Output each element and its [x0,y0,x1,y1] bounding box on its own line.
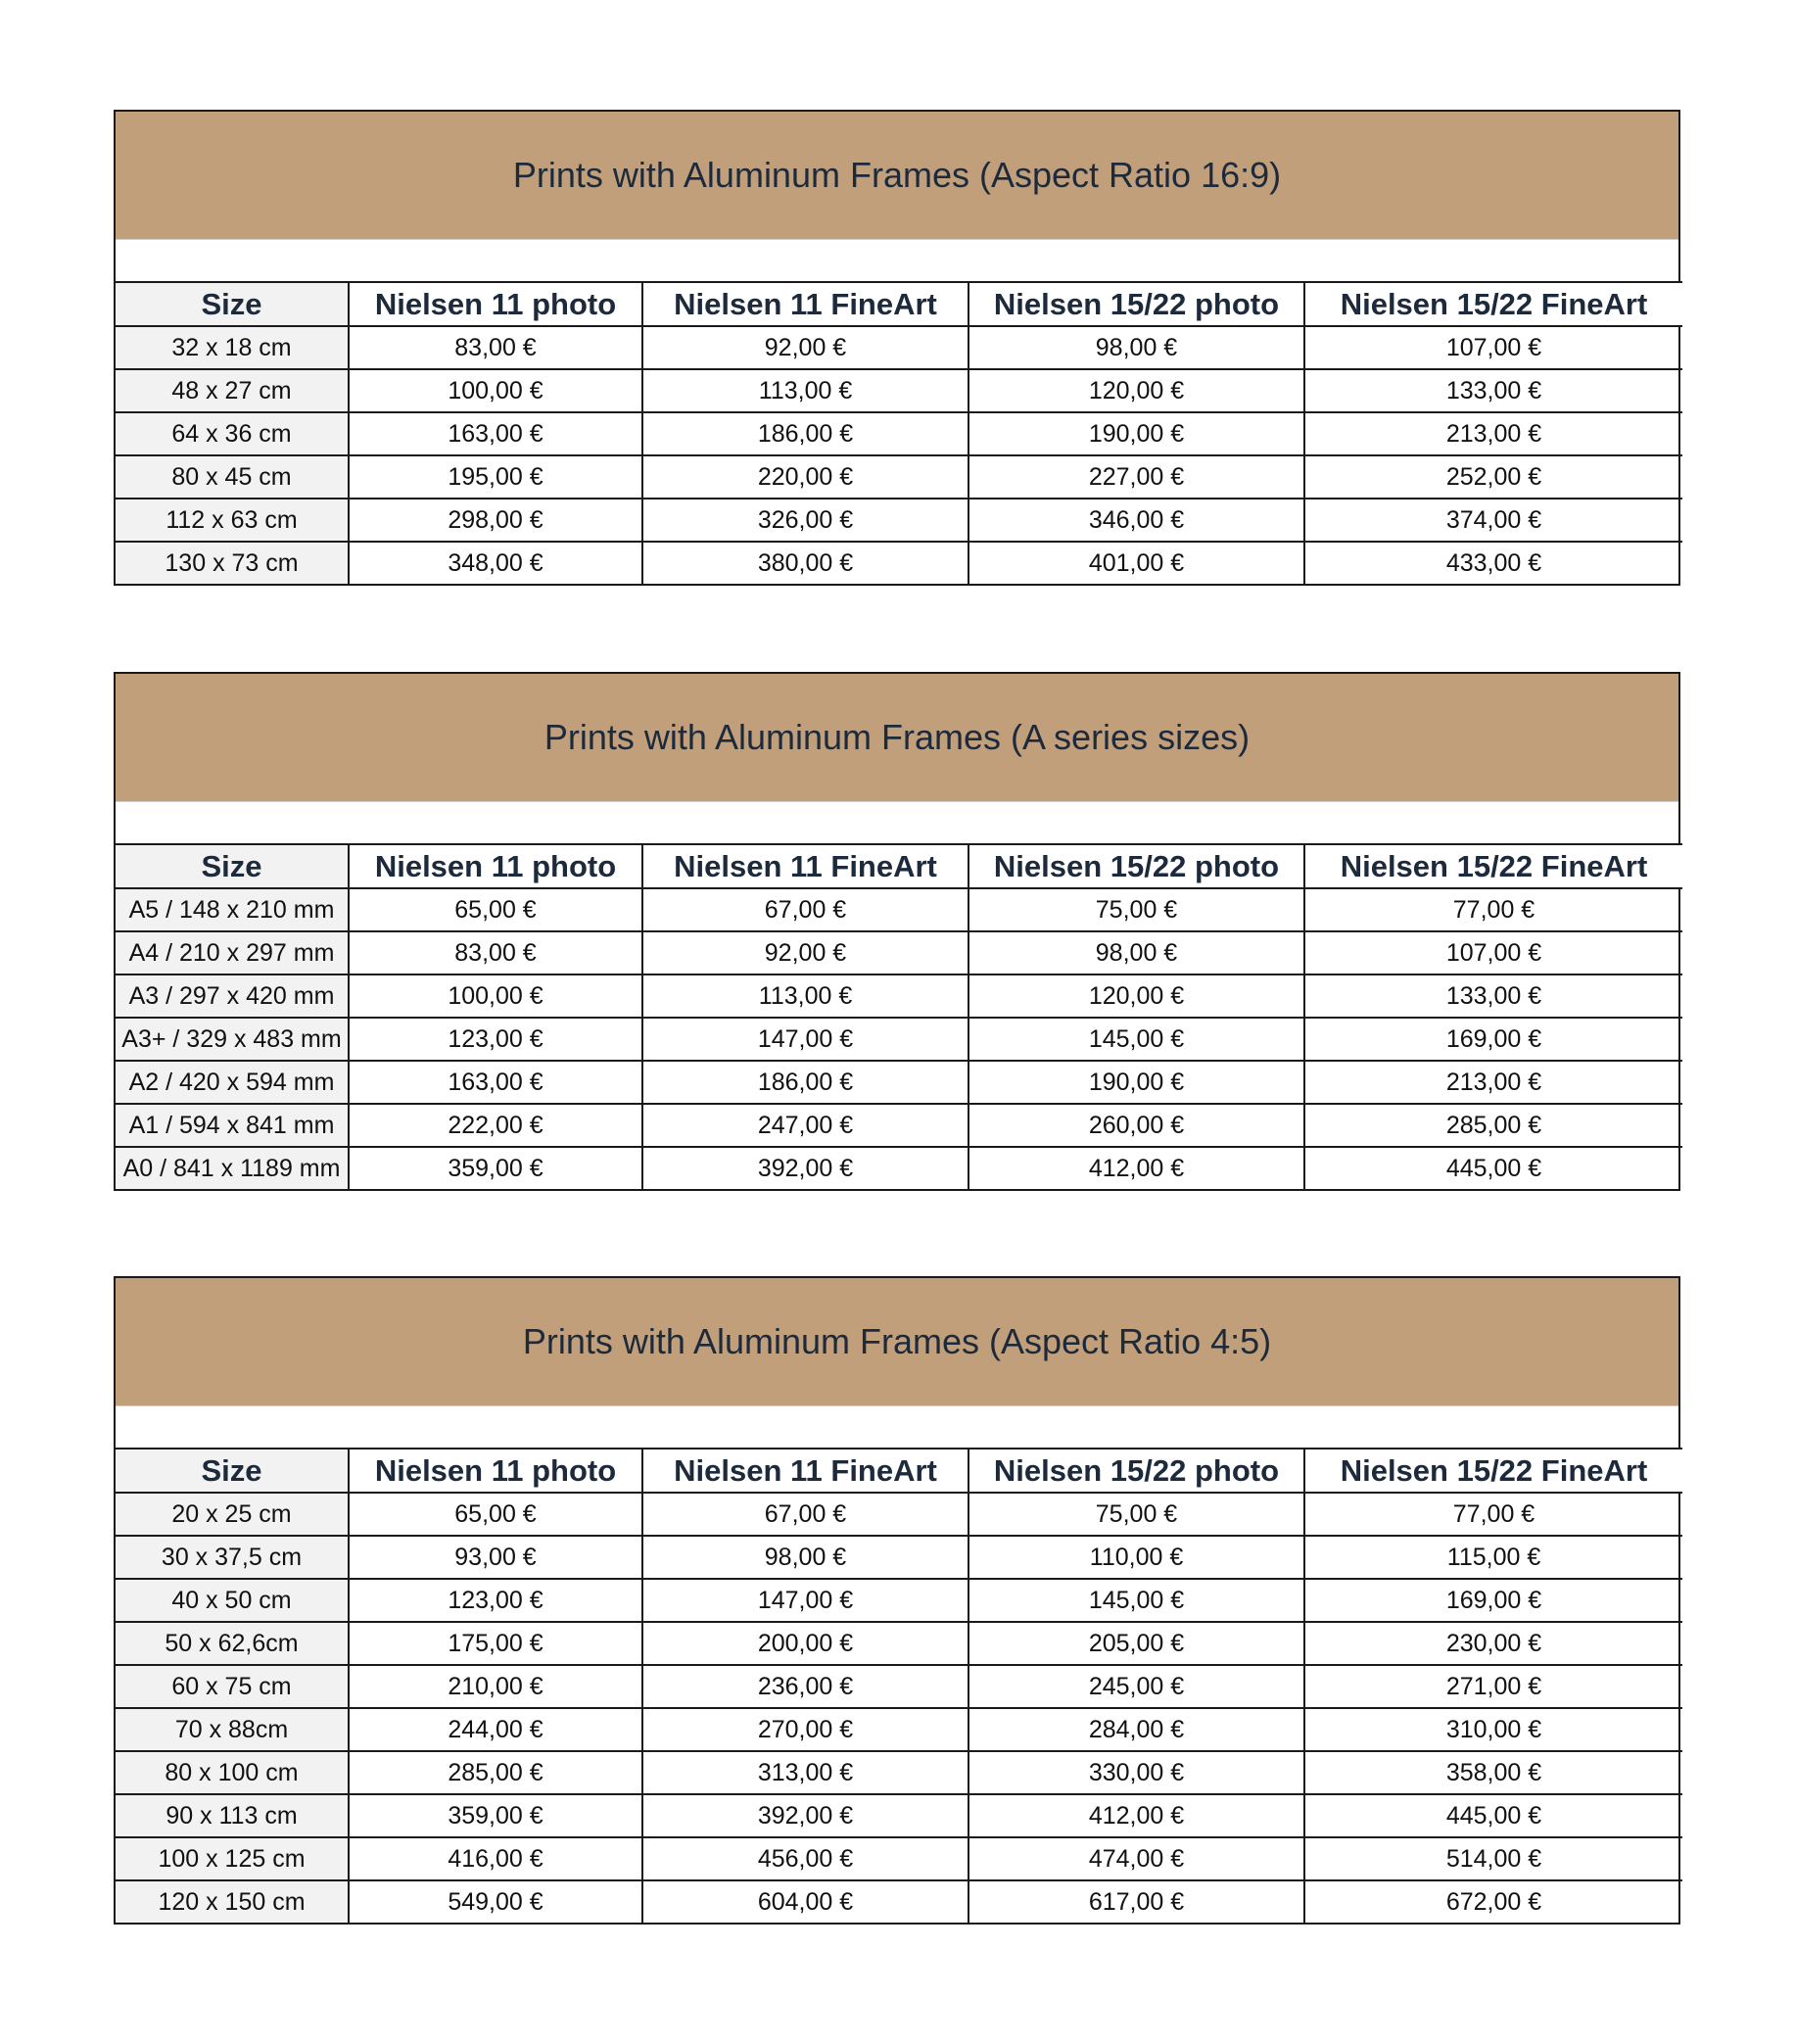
price-cell: 110,00 € [968,1536,1304,1579]
price-cell: 190,00 € [968,1061,1304,1104]
table-row [116,1794,1682,1837]
price-cell: 93,00 € [349,1536,642,1579]
section-title: Prints with Aluminum Frames (Aspect Ratio 16:9) [116,112,1678,239]
table-row [116,542,1682,584]
table-row [116,1018,1682,1061]
price-cell: 359,00 € [349,1794,642,1837]
table-row [116,1493,1682,1536]
column-header-nielsen-15-22-fineart: Nielsen 15/22 FineArt [1304,1449,1682,1493]
size-cell: A3 / 297 x 420 mm [116,974,349,1018]
price-cell: 244,00 € [349,1708,642,1751]
price-cell: 65,00 € [349,1493,642,1536]
size-cell: 70 x 88cm [116,1708,349,1751]
column-header-nielsen-11-fineart: Nielsen 11 FineArt [642,1449,968,1493]
price-cell: 412,00 € [968,1147,1304,1189]
price-cell: 392,00 € [642,1147,968,1189]
price-cell: 83,00 € [349,326,642,369]
size-cell: 50 x 62,6cm [116,1622,349,1665]
price-cell: 285,00 € [1304,1104,1682,1147]
size-cell: 80 x 45 cm [116,455,349,499]
price-cell: 145,00 € [968,1018,1304,1061]
price-cell: 310,00 € [1304,1708,1682,1751]
price-cell: 65,00 € [349,888,642,931]
price-cell: 205,00 € [968,1622,1304,1665]
size-cell: A3+ / 329 x 483 mm [116,1018,349,1061]
price-cell: 145,00 € [968,1579,1304,1622]
table-row [116,1837,1682,1880]
price-cell: 200,00 € [642,1622,968,1665]
table-row [116,412,1682,455]
price-cell: 359,00 € [349,1147,642,1189]
price-cell: 346,00 € [968,499,1304,542]
price-cell: 252,00 € [1304,455,1682,499]
header-row [116,844,1682,888]
price-cell: 169,00 € [1304,1018,1682,1061]
column-header-nielsen-15-22-photo: Nielsen 15/22 photo [968,282,1304,326]
price-table [116,281,1682,584]
column-header-nielsen-15-22-photo: Nielsen 15/22 photo [968,1449,1304,1493]
table-row [116,1061,1682,1104]
price-cell: 210,00 € [349,1665,642,1708]
section-title: Prints with Aluminum Frames (A series sizes) [116,674,1678,801]
price-cell: 107,00 € [1304,931,1682,974]
price-cell: 549,00 € [349,1880,642,1923]
price-cell: 213,00 € [1304,1061,1682,1104]
price-table-16-9 [114,110,1680,586]
price-cell: 67,00 € [642,888,968,931]
price-cell: 445,00 € [1304,1147,1682,1189]
price-cell: 416,00 € [349,1837,642,1880]
table-row [116,369,1682,412]
price-cell: 271,00 € [1304,1665,1682,1708]
price-cell: 433,00 € [1304,542,1682,584]
size-cell: A0 / 841 x 1189 mm [116,1147,349,1189]
column-header-nielsen-11-photo: Nielsen 11 photo [349,844,642,888]
price-cell: 113,00 € [642,369,968,412]
price-cell: 236,00 € [642,1665,968,1708]
column-header-size: Size [116,1449,349,1493]
price-cell: 100,00 € [349,369,642,412]
price-cell: 617,00 € [968,1880,1304,1923]
price-cell: 175,00 € [349,1622,642,1665]
size-cell: 90 x 113 cm [116,1794,349,1837]
size-cell: 112 x 63 cm [116,499,349,542]
size-cell: 120 x 150 cm [116,1880,349,1923]
price-table-4-5 [114,1276,1680,1925]
price-cell: 326,00 € [642,499,968,542]
table-row [116,1751,1682,1794]
size-cell: 64 x 36 cm [116,412,349,455]
section-title: Prints with Aluminum Frames (Aspect Ratio 4:5) [116,1278,1678,1405]
spacer-row [116,239,1678,281]
price-cell: 92,00 € [642,931,968,974]
size-cell: 40 x 50 cm [116,1579,349,1622]
price-cell: 358,00 € [1304,1751,1682,1794]
column-header-size: Size [116,282,349,326]
price-cell: 247,00 € [642,1104,968,1147]
price-cell: 348,00 € [349,542,642,584]
price-cell: 230,00 € [1304,1622,1682,1665]
size-cell: 80 x 100 cm [116,1751,349,1794]
size-cell: A5 / 148 x 210 mm [116,888,349,931]
price-cell: 107,00 € [1304,326,1682,369]
price-cell: 98,00 € [642,1536,968,1579]
column-header-nielsen-11-photo: Nielsen 11 photo [349,1449,642,1493]
size-cell: 20 x 25 cm [116,1493,349,1536]
table-row [116,1536,1682,1579]
price-cell: 190,00 € [968,412,1304,455]
price-cell: 284,00 € [968,1708,1304,1751]
price-cell: 380,00 € [642,542,968,584]
price-cell: 245,00 € [968,1665,1304,1708]
price-cell: 401,00 € [968,542,1304,584]
price-cell: 133,00 € [1304,974,1682,1018]
price-cell: 222,00 € [349,1104,642,1147]
price-cell: 270,00 € [642,1708,968,1751]
column-header-nielsen-11-photo: Nielsen 11 photo [349,282,642,326]
price-cell: 147,00 € [642,1018,968,1061]
price-cell: 195,00 € [349,455,642,499]
price-cell: 77,00 € [1304,1493,1682,1536]
size-cell: A4 / 210 x 297 mm [116,931,349,974]
size-cell: A1 / 594 x 841 mm [116,1104,349,1147]
price-cell: 186,00 € [642,412,968,455]
price-cell: 120,00 € [968,369,1304,412]
price-cell: 98,00 € [968,326,1304,369]
column-header-nielsen-15-22-fineart: Nielsen 15/22 FineArt [1304,282,1682,326]
price-cell: 514,00 € [1304,1837,1682,1880]
header-row [116,282,1682,326]
price-cell: 213,00 € [1304,412,1682,455]
size-cell: 30 x 37,5 cm [116,1536,349,1579]
header-row [116,1449,1682,1493]
table-row [116,888,1682,931]
price-cell: 412,00 € [968,1794,1304,1837]
price-cell: 98,00 € [968,931,1304,974]
price-cell: 186,00 € [642,1061,968,1104]
table-row [116,455,1682,499]
table-row [116,1104,1682,1147]
price-cell: 75,00 € [968,888,1304,931]
price-cell: 100,00 € [349,974,642,1018]
price-cell: 298,00 € [349,499,642,542]
price-cell: 120,00 € [968,974,1304,1018]
price-cell: 113,00 € [642,974,968,1018]
column-header-nielsen-11-fineart: Nielsen 11 FineArt [642,282,968,326]
spacer-row [116,1405,1678,1448]
price-cell: 115,00 € [1304,1536,1682,1579]
column-header-nielsen-15-22-fineart: Nielsen 15/22 FineArt [1304,844,1682,888]
column-header-nielsen-15-22-photo: Nielsen 15/22 photo [968,844,1304,888]
price-cell: 392,00 € [642,1794,968,1837]
price-cell: 445,00 € [1304,1794,1682,1837]
price-cell: 604,00 € [642,1880,968,1923]
price-cell: 227,00 € [968,455,1304,499]
table-row [116,499,1682,542]
table-row [116,931,1682,974]
price-cell: 169,00 € [1304,1579,1682,1622]
table-row [116,974,1682,1018]
price-cell: 220,00 € [642,455,968,499]
size-cell: 32 x 18 cm [116,326,349,369]
price-table-a-series [114,672,1680,1191]
size-cell: 60 x 75 cm [116,1665,349,1708]
price-cell: 83,00 € [349,931,642,974]
spacer-row [116,801,1678,843]
price-cell: 133,00 € [1304,369,1682,412]
column-header-size: Size [116,844,349,888]
price-cell: 163,00 € [349,1061,642,1104]
price-cell: 147,00 € [642,1579,968,1622]
price-cell: 92,00 € [642,326,968,369]
table-row [116,1708,1682,1751]
price-cell: 75,00 € [968,1493,1304,1536]
column-header-nielsen-11-fineart: Nielsen 11 FineArt [642,844,968,888]
price-cell: 260,00 € [968,1104,1304,1147]
price-cell: 313,00 € [642,1751,968,1794]
price-cell: 672,00 € [1304,1880,1682,1923]
price-cell: 67,00 € [642,1493,968,1536]
price-cell: 474,00 € [968,1837,1304,1880]
price-table [116,843,1682,1189]
price-cell: 330,00 € [968,1751,1304,1794]
price-cell: 285,00 € [349,1751,642,1794]
price-table [116,1448,1682,1923]
table-row [116,326,1682,369]
table-row [116,1622,1682,1665]
price-cell: 123,00 € [349,1579,642,1622]
table-row [116,1147,1682,1189]
size-cell: A2 / 420 x 594 mm [116,1061,349,1104]
price-cell: 123,00 € [349,1018,642,1061]
table-row [116,1665,1682,1708]
size-cell: 48 x 27 cm [116,369,349,412]
size-cell: 100 x 125 cm [116,1837,349,1880]
price-cell: 77,00 € [1304,888,1682,931]
table-row [116,1579,1682,1622]
price-cell: 456,00 € [642,1837,968,1880]
size-cell: 130 x 73 cm [116,542,349,584]
price-cell: 374,00 € [1304,499,1682,542]
price-cell: 163,00 € [349,412,642,455]
table-row [116,1880,1682,1923]
